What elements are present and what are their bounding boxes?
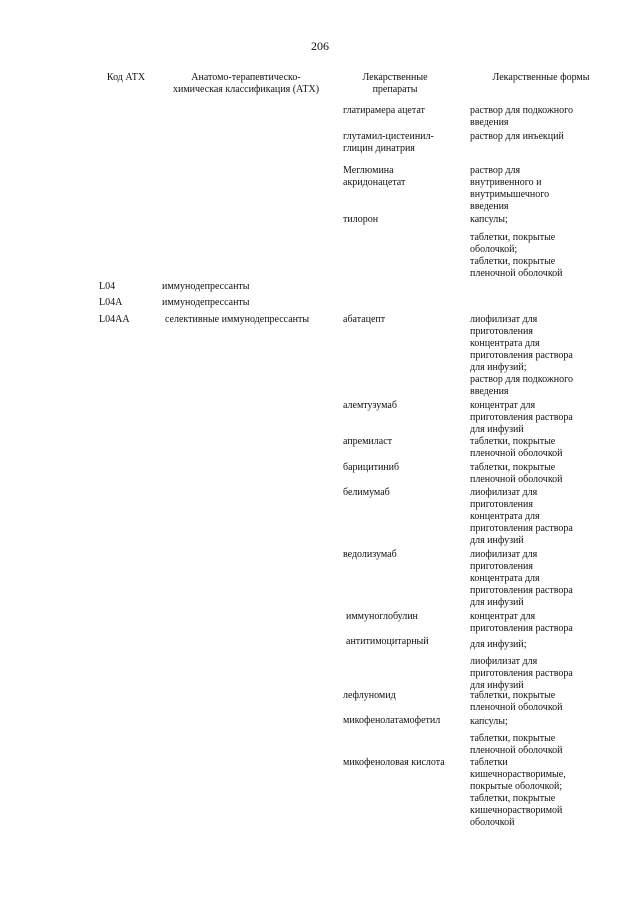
drug-name: барицитиниб: [343, 462, 400, 473]
drug-form: таблетки, покрытые пленочной оболочкой: [470, 462, 563, 485]
drug-form: таблетки, покрытые пленочной оболочкой: [470, 733, 563, 756]
drug-form: таблетки кишечнорастворимые, покрытые оболочкой; таблетки, покрытые кишечнорастворимой оболочкой: [470, 757, 566, 828]
atc-class: иммунодепрессанты: [162, 297, 250, 308]
drug-form: концентрат для приготовления раствора: [470, 611, 573, 634]
atc-code: L04: [99, 281, 116, 292]
drug-name: иммуноглобулин: [346, 611, 418, 622]
drug-name: микофенолатамофетил: [343, 715, 441, 726]
drug-form: раствор для внутривенного и внутримышечного введения: [470, 165, 550, 212]
drug-form: концентрат для приготовления раствора для инфузий: [470, 400, 573, 435]
drug-form: лиофилизат для приготовления раствора для инфузий: [470, 656, 573, 691]
drug-name: белимумаб: [343, 487, 390, 498]
drug-form: лиофилизат для приготовления концентрата для приготовления раствора для инфузий; раствор для подкожного введения: [470, 314, 573, 397]
drug-name: алемтузумаб: [343, 400, 397, 411]
drug-form: капсулы;: [470, 716, 508, 727]
drug-name: микофеноловая кислота: [343, 757, 445, 768]
drug-form: таблетки, покрытые оболочкой; таблетки, покрытые пленочной оболочкой: [470, 232, 563, 279]
drug-name: Меглюмина акридонацетат: [343, 165, 406, 188]
drug-form: таблетки, покрытые пленочной оболочкой: [470, 690, 563, 713]
atc-class: иммунодепрессанты: [162, 281, 250, 292]
drug-form: раствор для инъекций: [470, 131, 564, 142]
header-code: Код АТХ: [106, 72, 146, 83]
page-number: 206: [311, 39, 329, 53]
drug-form: лиофилизат для приготовления концентрата для приготовления раствора для инфузий: [470, 549, 573, 608]
drug-form: капсулы;: [470, 214, 508, 225]
atc-code: L04AA: [99, 314, 130, 325]
drug-form: раствор для подкожного введения: [470, 105, 573, 128]
atc-code: L04A: [99, 297, 123, 308]
drug-name: ведолизумаб: [343, 549, 397, 560]
drug-name: лефлуномид: [343, 690, 396, 701]
drug-name: апремиласт: [343, 436, 393, 447]
drug-form: для инфузий;: [470, 639, 527, 650]
drug-name: абатацепт: [343, 314, 386, 325]
drug-name: тилорон: [343, 214, 379, 225]
drug-form: таблетки, покрытые пленочной оболочкой: [470, 436, 563, 459]
atc-class: селективные иммунодепрессанты: [165, 314, 310, 325]
header-forms: Лекарственные формы: [492, 72, 590, 83]
header-drugs: Лекарственные препараты: [362, 72, 428, 95]
drug-name: глутамил-цистеинил- глицин динатрия: [343, 131, 434, 154]
drug-name: антитимоцитарный: [346, 636, 429, 647]
header-classification: Анатомо-терапевтическо- химическая классификация (АТХ): [172, 72, 320, 95]
drug-form: лиофилизат для приготовления концентрата для приготовления раствора для инфузий: [470, 487, 573, 546]
drug-name: глатирамера ацетат: [343, 105, 425, 116]
